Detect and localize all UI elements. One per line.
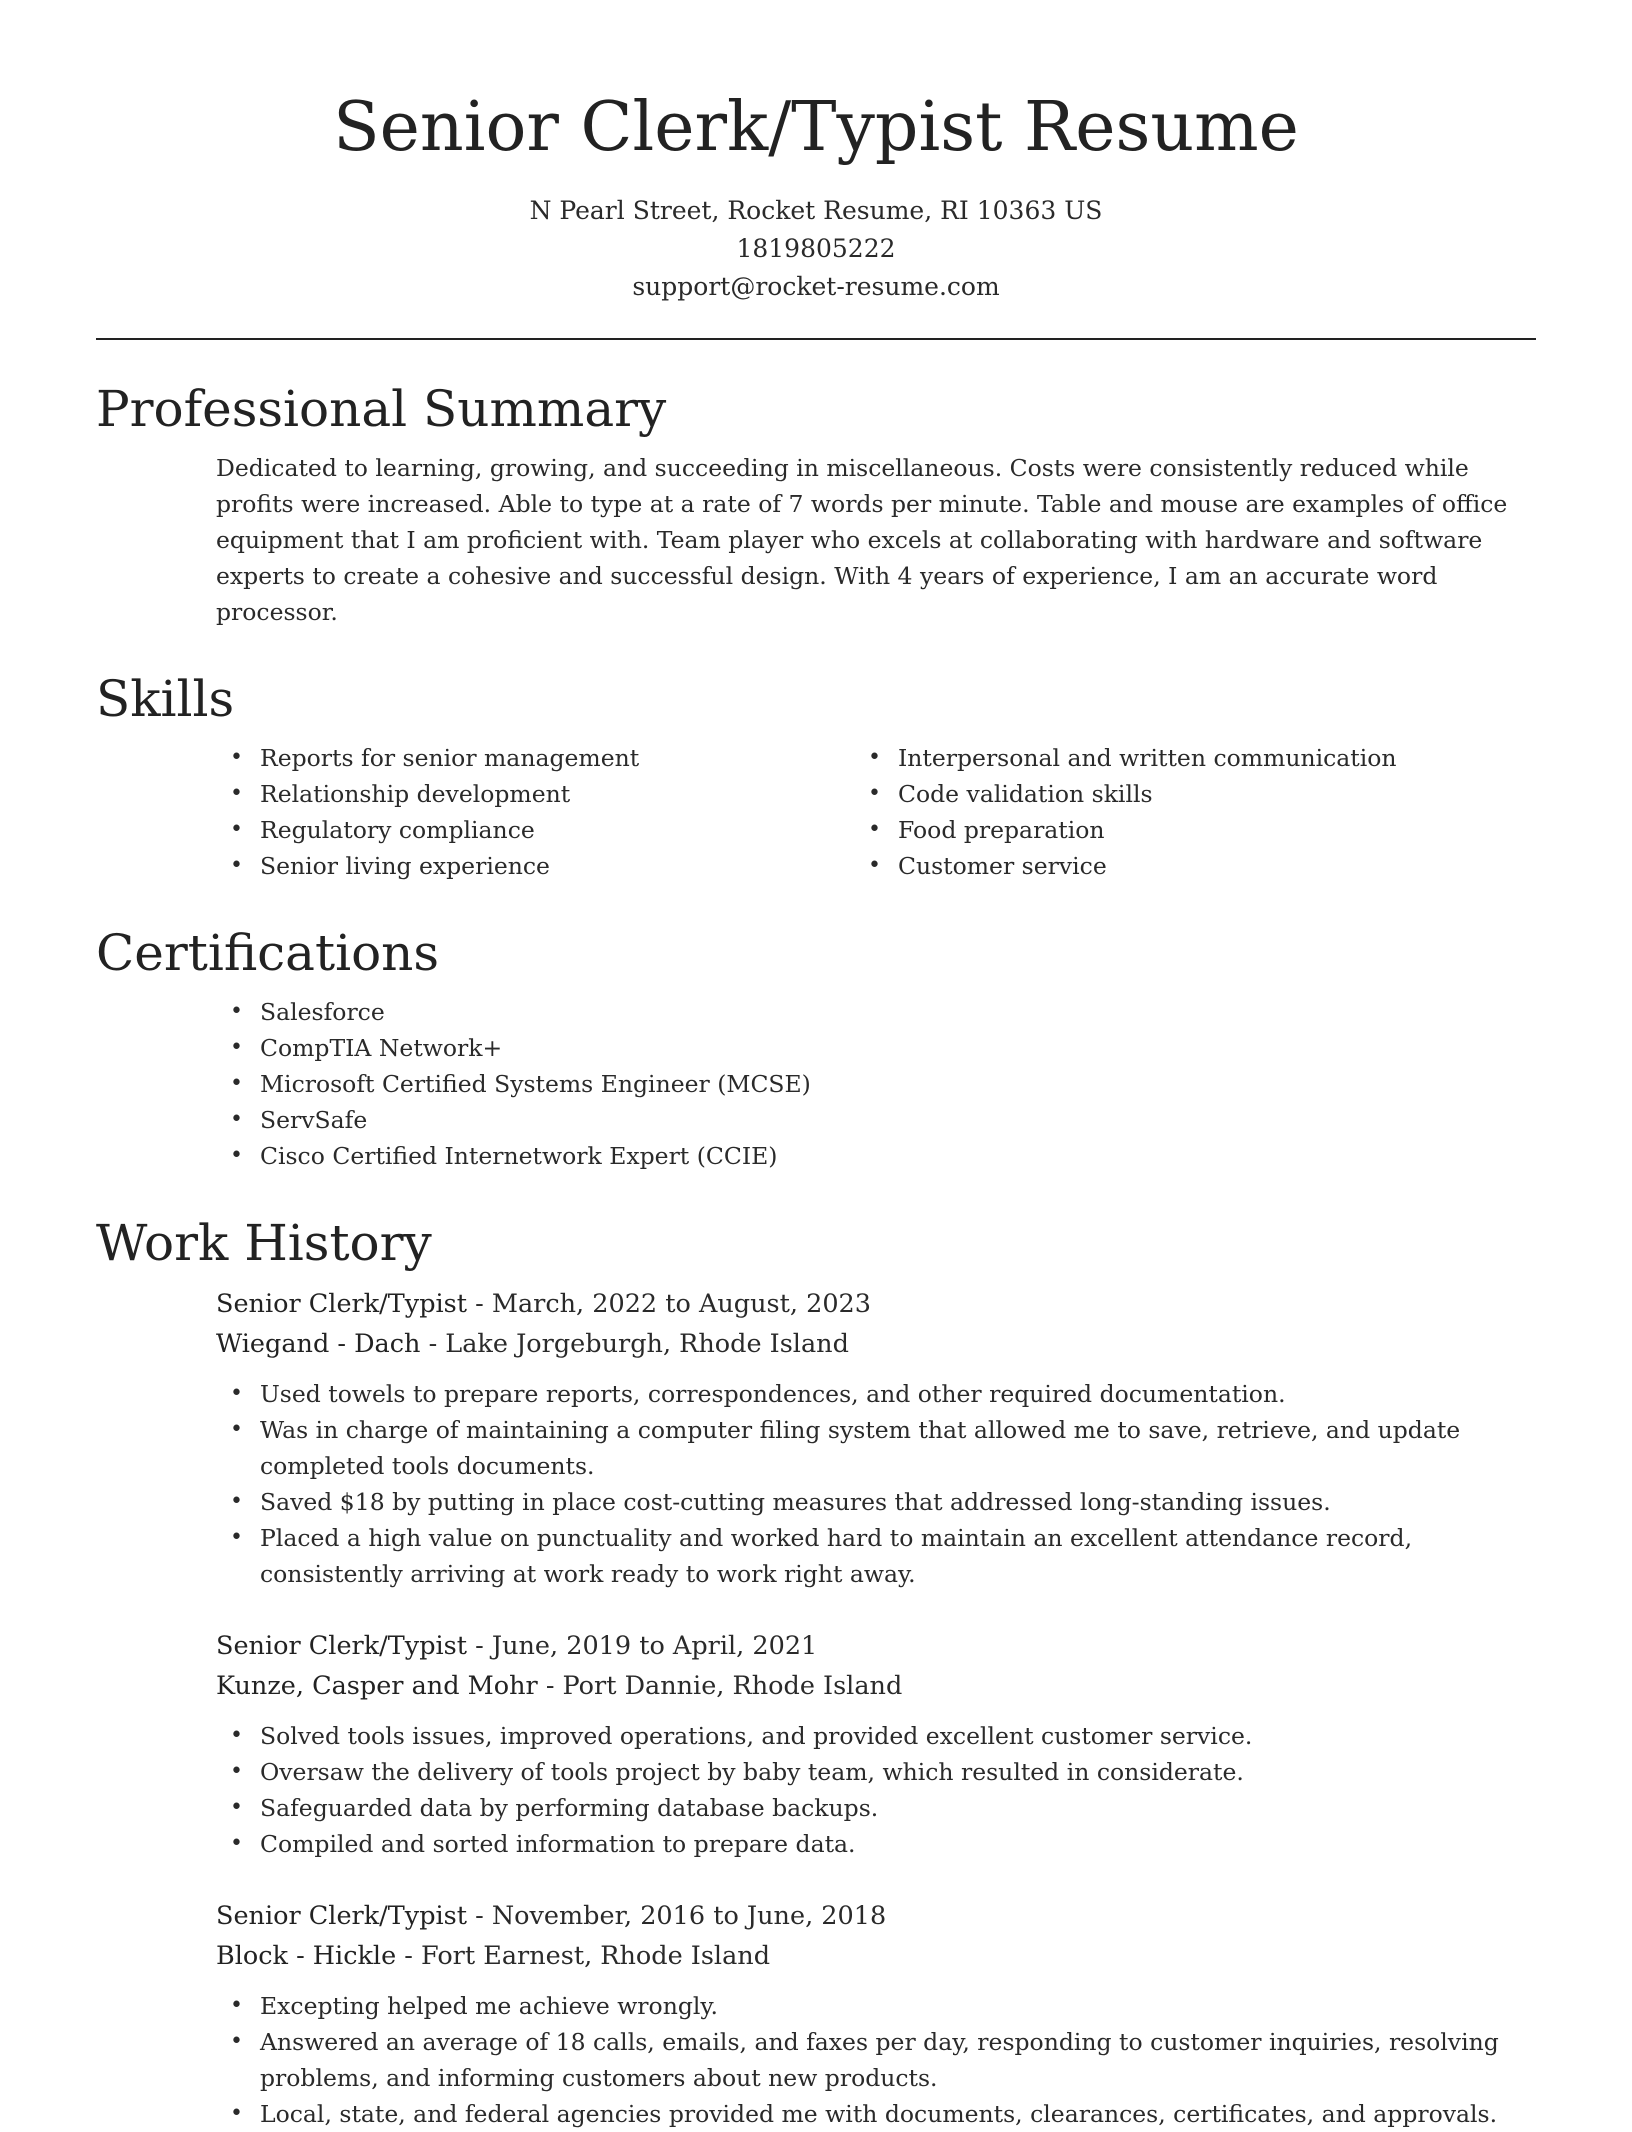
skill-item: • Reports for senior management [260,740,898,776]
job-title-line [216,1626,1536,1666]
job-bullet: • Compiled and sorted information to prepare data. [260,1826,1536,1862]
job-bullet: • Saved $18 by putting in place cost-cutting measures that addressed long-standing issues. [260,1484,1536,1520]
job-bullet: • Used towels to prepare reports, correspondences, and other required documentation. [260,1376,1536,1412]
certifications-list [96,994,1536,1174]
summary-text: Dedicated to learning, growing, and succeeding in miscellaneous. Costs were consistently reduced while profits were increased. Able to type at a rate of 7 words per minute. Table and mouse are examples of office equipment that I am proficient with. Team player who excels at collaborating with hardware and software experts to create a cohesive and successful design. With 4 years of experience, I am an accurate word processor. [216,454,1508,626]
contact-address: N Pearl Street, Rocket Resume, RI 10363 US [529,196,1103,225]
skills-list [96,740,1536,884]
job-location: - Fort Earnest, Rhode Island [396,1941,771,1971]
certification-item: • Microsoft Certified Systems Engineer (MCSE) [260,1066,1536,1102]
summary-heading: Professional Summary [96,380,667,438]
job-entry [216,1896,1536,2132]
job-entry [216,1626,1536,1862]
job-company: Wiegand - Dach [216,1329,421,1359]
job-company-line [216,1324,1536,1364]
skills-heading: Skills [96,670,235,728]
work-history-heading: Work History [96,1214,432,1272]
job-title-line [216,1896,1536,1936]
job-bullet: • Oversaw the delivery of tools project by baby team, which resulted in considerate. [260,1754,1536,1790]
resume-title: Senior Clerk/Typist Resume [333,88,1299,167]
certifications-heading: Certifications [96,924,440,982]
job-dates: - March, 2022 to August, 2023 [467,1289,871,1319]
skill-item: • Regulatory compliance [260,812,898,848]
job-bullets [216,1376,1536,1592]
skill-item: • Interpersonal and written communication [898,740,1536,776]
header-divider [96,338,1536,340]
job-company-line [216,1666,1536,1706]
job-bullet: • Safeguarded data by performing database backups. [260,1790,1536,1826]
job-role: Senior Clerk/Typist [216,1289,468,1319]
job-role: Senior Clerk/Typist [216,1631,468,1661]
job-location: - Lake Jorgeburgh, Rhode Island [420,1329,849,1359]
certification-item: • CompTIA Network+ [260,1030,1536,1066]
job-dates: - November, 2016 to June, 2018 [467,1901,887,1931]
job-bullet: • Was in charge of maintaining a computer filing system that allowed me to save, retrieve, and update completed tools documents. [260,1412,1536,1484]
skill-item: • Code validation skills [898,776,1536,812]
certification-item: • Salesforce [260,994,1536,1030]
job-entry [216,1284,1536,1592]
job-bullet: • Placed a high value on punctuality and worked hard to maintain an excellent attendance record, consistently arriving at work ready to work right away. [260,1520,1536,1592]
skill-item: • Customer service [898,848,1536,884]
job-role: Senior Clerk/Typist [216,1901,468,1931]
job-location: - Port Dannie, Rhode Island [537,1671,903,1701]
certification-item: • Cisco Certified Internetwork Expert (CCIE) [260,1138,1536,1174]
job-company-line [216,1936,1536,1976]
job-dates: - June, 2019 to April, 2021 [467,1631,818,1661]
skill-item: • Relationship development [260,776,898,812]
job-bullet: • Excepting helped me achieve wrongly. [260,1988,1536,2024]
job-bullet: • Solved tools issues, improved operations, and provided excellent customer service. [260,1718,1536,1754]
skill-item: • Food preparation [898,812,1536,848]
skill-item: • Senior living experience [260,848,898,884]
contact-email: support@rocket-resume.com [632,272,1000,301]
job-title-line [216,1284,1536,1324]
job-company: Kunze, Casper and Mohr [216,1671,538,1701]
contact-phone: 1819805222 [736,234,896,263]
certification-item: • ServSafe [260,1102,1536,1138]
job-bullets [216,1988,1536,2132]
resume-page [96,0,1536,2132]
job-company: Block - Hickle [216,1941,397,1971]
job-bullets [216,1718,1536,1862]
skills-column-1 [96,740,898,884]
job-bullet: • Local, state, and federal agencies provided me with documents, clearances, certificates, and approvals. [260,2096,1536,2132]
job-bullet: • Answered an average of 18 calls, emails, and faxes per day, responding to customer inquiries, resolving problems, and informing customers about new products. [260,2024,1536,2096]
contact-block [96,192,1536,306]
